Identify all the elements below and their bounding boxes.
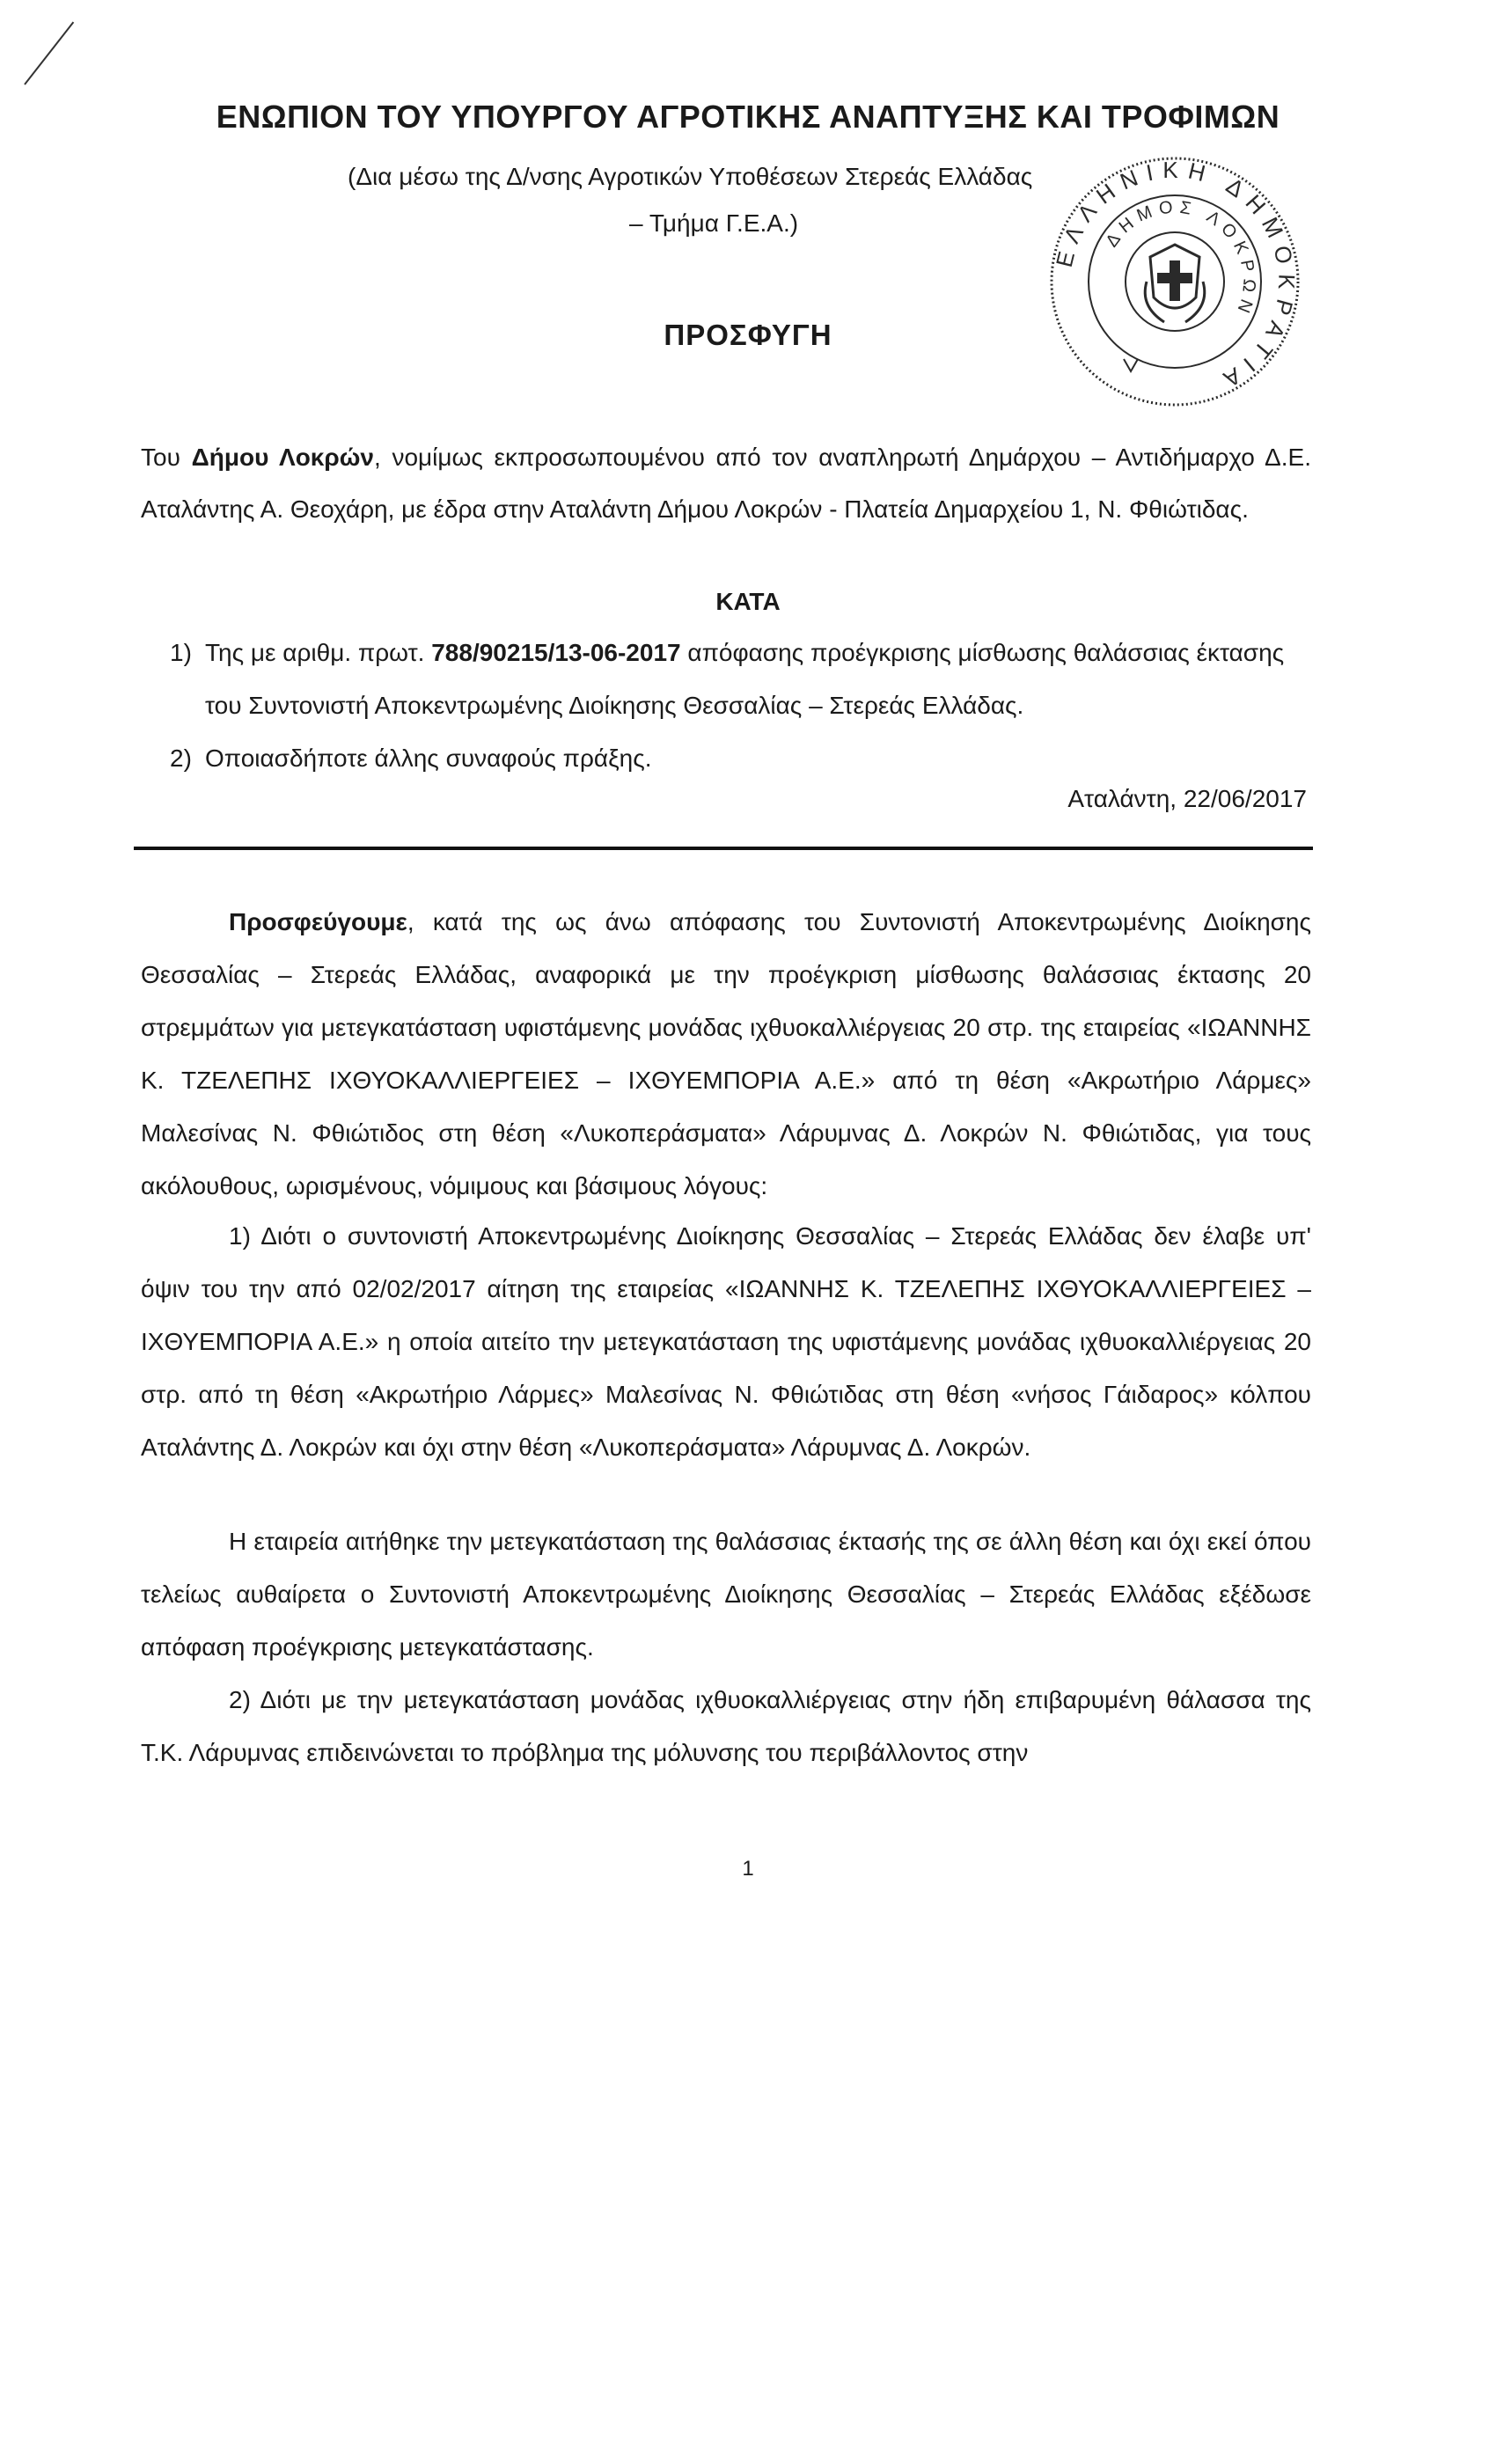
kata-heading: ΚΑΤΑ [715, 588, 781, 615]
header-dept: – Τμήμα Γ.Ε.Α.) [629, 209, 799, 237]
intro-text: , κατά της ως άνω απόφασης του Συντονιστή Αποκεντρωμένης Διοίκησης Θεσσαλίας – Στερεάς Ελλάδας, αναφορικά με την προέγκριση μίσθωσης θαλάσσιας έκτασης 20 στρεμμάτων για μετεγκατάσταση υφιστάμενης μονάδας ιχθυοκαλλιέργειας 20 στρ. της εταιρείας «ΙΩΑΝΝΗΣ Κ. ΤΖΕΛΕΠΗΣ ΙΧΘΥΟΚΑΛΛΙΕΡΓΕΙΕΣ – ΙΧΘΥΕΜΠΟΡΙΑ Α.Ε.» από τη θέση «Ακρωτήριο Λάρμες» Μαλεσίνας Ν. Φθιώτιδος στη θέση «Λυκοπεράσματα» Λάρυμνας Δ. Λοκρών Ν. Φθιώτιδας, για τους ακόλουθους, ωρισμένους, νόμιμους και βάσιμους λόγους: [141, 908, 1311, 1199]
document-type: ΠΡΟΣΦΥΓΗ [664, 319, 832, 351]
against-num: 1) [170, 639, 192, 666]
against-pre: Της με αριθμ. πρωτ. [205, 639, 432, 666]
against-item-2 [170, 732, 1323, 785]
intro-paragraph [141, 896, 1311, 1213]
divider [134, 847, 1313, 850]
against-post: απόφασης προέγκρισης μίσθωσης θαλάσσιας έκτασης του Συντονιστή Αποκεντρωμένης Διοίκησης Θεσσαλίας – Στερεάς Ελλάδας. [205, 639, 1285, 719]
party-text: , νομίμως εκπροσωπουμένου από τον αναπληρωτή Δημάρχου – Αντιδήμαρχο Δ.Ε. Αταλάντης Α. Θεοχάρη, με έδρα στην Αταλάντη Δήμου Λοκρών - Πλατεία Δημαρχείου 1, Ν. Φθιώτιδας. [141, 444, 1311, 523]
reason-1-continued: Η εταιρεία αιτήθηκε την μετεγκατάσταση της θαλάσσιας έκτασής της σε άλλη θέση και όχι εκεί όπου τελείως αυθαίρετα ο Συντονιστή Αποκεντρωμένης Διοίκησης Θεσσαλίας – Στερεάς Ελλάδας εξέδωσε απόφαση προέγκρισης μετεγκατάστασης. [141, 1528, 1311, 1661]
party-name: Δήμου Λοκρών [191, 444, 374, 471]
svg-text:ΕΛΛΗΝΙΚΗ ΔΗΜΟΚΡΑΤΙΑ: ΕΛΛΗΝΙΚΗ ΔΗΜΟΚΡΑΤΙΑ [1050, 156, 1301, 398]
svg-text:ΔΗΜΟΣ ΛΟΚΡΩΝ: ΔΗΜΟΣ ΛΟΚΡΩΝ [1102, 197, 1259, 321]
reason-2: 2) Διότι με την μετεγκατάσταση μονάδας ιχθυοκαλλιέργειας στην ήδη επιβαρυμένη θάλασσα της Τ.Κ. Λάρυμνας επιδεινώνεται το πρόβλημα της μόλυνσης του περιβάλλοντος στην [141, 1686, 1311, 1766]
party-paragraph [141, 431, 1311, 535]
party-lead: Του [141, 444, 192, 471]
intro-lead: Προσφεύγουμε [229, 908, 407, 935]
reason-1: 1) Διότι ο συντονιστή Αποκεντρωμένης Διοίκησης Θεσσαλίας – Στερεάς Ελλάδας δεν έλαβε υπ' όψιν του την από 02/02/2017 αίτηση της εταιρείας «ΙΩΑΝΝΗΣ Κ. ΤΖΕΛΕΠΗΣ ΙΧΘΥΟΚΑΛΛΙΕΡΓΕΙΕΣ – ΙΧΘΥΕΜΠΟΡΙΑ Α.Ε.» η οποία αιτείτο την μετεγκατάσταση της υφιστάμενης μονάδας ιχθυοκαλλιέργειας 20 στρ. από τη θέση «Ακρωτήριο Λάρμες» Μαλεσίνας Ν. Φθιώτιδας στη θέση «νήσος Γάιδαρος» κόλπου Αταλάντης Δ. Λοκρών και όχι στην θέση «Λυκοπεράσματα» Λάρυμνας Δ. Λοκρών. [141, 1222, 1311, 1461]
page-number: 1 [742, 1857, 754, 1881]
decision-ref: 788/90215/13-06-2017 [431, 639, 681, 666]
header-via: (Δια μέσω της Δ/νσης Αγροτικών Υποθέσεων Στερεάς Ελλάδας [348, 163, 1033, 190]
header-title: ΕΝΩΠΙΟΝ ΤΟΥ ΥΠΟΥΡΓΟΥ ΑΓΡΟΤΙΚΗΣ ΑΝΑΠΤΥΞΗΣ ΚΑΙ ΤΡΟΦΙΜΩΝ [216, 99, 1280, 135]
against-num: 2) [170, 744, 192, 772]
against-pre: Οποιασδήποτε άλλης συναφούς πράξης. [205, 744, 652, 772]
date-line: Αταλάντη, 22/06/2017 [1067, 785, 1307, 812]
municipality-stamp [1043, 150, 1307, 414]
scan-mark [24, 21, 74, 84]
against-item-1 [170, 627, 1323, 732]
